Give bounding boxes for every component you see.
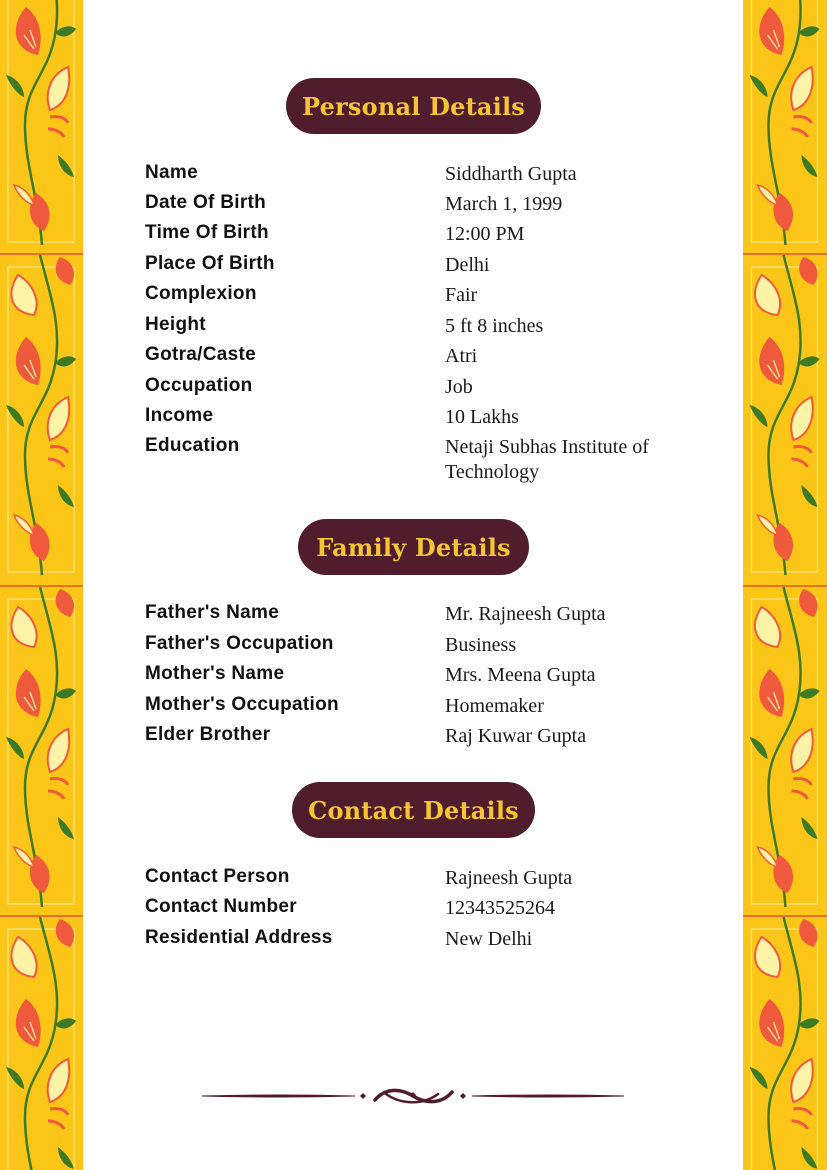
section-title-personal: Personal Details (286, 78, 541, 134)
detail-label: Mother's Occupation (145, 694, 339, 715)
floral-vine-icon (743, 255, 827, 585)
detail-value: Mrs. Meena Gupta (445, 664, 596, 686)
detail-label: Contact Number (145, 896, 297, 917)
detail-label: Residential Address (145, 927, 333, 948)
flourish-divider-icon (200, 1082, 626, 1112)
section-title-family: Family Details (298, 519, 529, 575)
floral-vine-icon (743, 587, 827, 917)
detail-value: Rajneesh Gupta (445, 867, 573, 889)
detail-value: 10 Lakhs (445, 406, 519, 428)
detail-value: Raj Kuwar Gupta (445, 725, 587, 747)
detail-value: 5 ft 8 inches (445, 315, 544, 337)
detail-value: Job (445, 376, 473, 398)
detail-value: Siddharth Gupta (445, 163, 577, 185)
left-floral-border (0, 0, 83, 1170)
detail-label: Place Of Birth (145, 253, 275, 274)
floral-vine-icon (0, 0, 83, 255)
detail-label: Father's Occupation (145, 633, 334, 654)
detail-value: 12343525264 (445, 897, 555, 919)
detail-value: New Delhi (445, 928, 533, 950)
detail-value: Homemaker (445, 695, 544, 717)
detail-value: Fair (445, 284, 478, 306)
detail-label: Time Of Birth (145, 222, 269, 243)
detail-value: Netaji Subhas Institute of Technology (445, 436, 649, 483)
detail-label: Elder Brother (145, 724, 271, 745)
detail-label: Income (145, 405, 214, 426)
detail-value: March 1, 1999 (445, 193, 563, 215)
detail-label: Complexion (145, 283, 257, 304)
detail-label: Gotra/Caste (145, 344, 257, 365)
detail-label: Date Of Birth (145, 192, 267, 213)
detail-label: Contact Person (145, 866, 290, 887)
detail-label: Name (145, 162, 198, 183)
detail-value: Mr. Rajneesh Gupta (445, 603, 606, 625)
detail-label: Height (145, 314, 206, 335)
detail-value: 12:00 PM (445, 223, 525, 245)
detail-label: Occupation (145, 375, 253, 396)
floral-vine-icon (743, 0, 827, 255)
detail-label: Mother's Name (145, 663, 285, 684)
floral-vine-icon (0, 587, 83, 917)
detail-label: Education (145, 435, 240, 456)
detail-value: Atri (445, 345, 478, 367)
detail-value: Business (445, 634, 517, 656)
floral-vine-icon (0, 255, 83, 585)
detail-label: Father's Name (145, 602, 280, 623)
section-title-contact: Contact Details (292, 782, 535, 838)
detail-value: Delhi (445, 254, 490, 276)
floral-vine-icon (743, 917, 827, 1170)
floral-vine-icon (0, 917, 83, 1170)
right-floral-border (743, 0, 827, 1170)
